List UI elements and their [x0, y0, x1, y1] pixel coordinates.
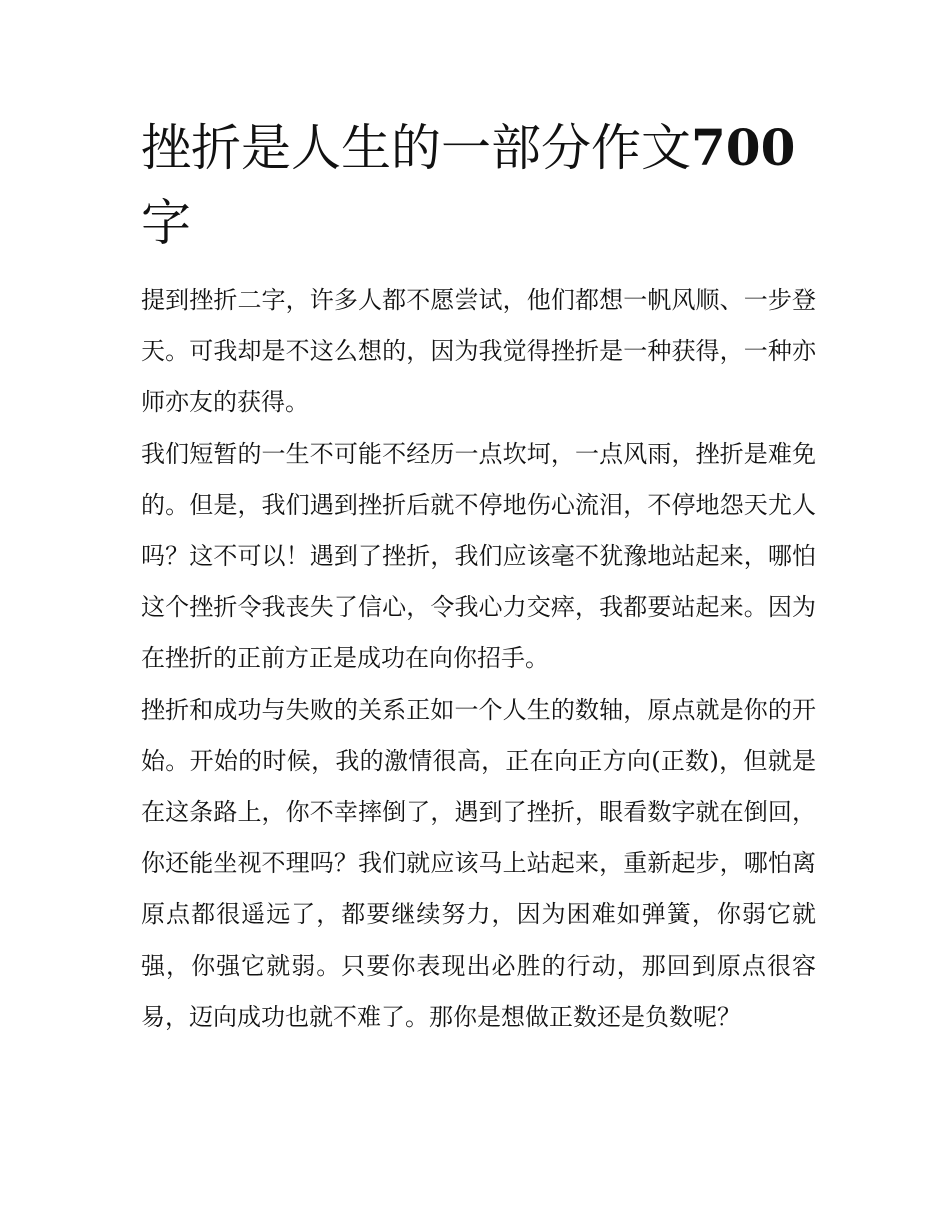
article-body [141, 275, 816, 1043]
title-number: 700 [691, 118, 796, 177]
title-suffix: 字 [141, 194, 191, 252]
paragraph-2: 我们短暂的一生不可能不经历一点坎坷，一点风雨，挫折是难免的。但是，我们遇到挫折后就不停地伤心流泪，不停地怨天尤人吗？这不可以！遇到了挫折，我们应该毫不犹豫地站起来，哪怕这个挫折令我丧失了信心，令我心力交瘁，我都要站起来。因为在挫折的正前方正是成功在向你招手。 [141, 439, 816, 673]
paragraph-3: 挫折和成功与失败的关系正如一个人生的数轴，原点就是你的开始。开始的时候，我的激情很高，正在向正方向(正数)，但就是在这条路上，你不幸摔倒了，遇到了挫折，眼看数字就在倒回，你还能坐视不理吗？我们就应该马上站起来，重新起步，哪怕离原点都很遥远了，都要继续努力，因为困难如弹簧，你弱它就强，你强它就弱。只要你表现出必胜的行动，那回到原点很容易，迈向成功也就不难了。那你是想做正数还是负数呢？ [141, 695, 816, 1031]
paragraph-1: 提到挫折二字，许多人都不愿尝试，他们都想一帆风顺、一步登天。可我却是不这么想的，因为我觉得挫折是一种获得，一种亦师亦友的获得。 [141, 286, 816, 417]
title-text: 挫折是人生的一部分作文 [141, 119, 691, 177]
page-title [141, 110, 801, 261]
